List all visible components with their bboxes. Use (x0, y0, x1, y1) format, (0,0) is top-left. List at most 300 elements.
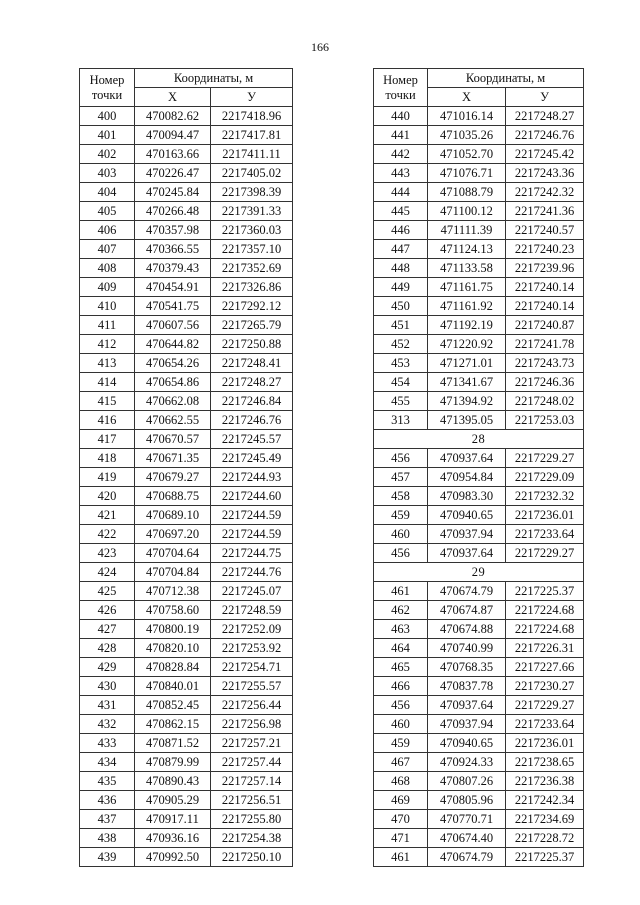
point-number-cell: 439 (80, 848, 135, 867)
table-row (374, 354, 584, 373)
point-number-cell: 420 (80, 487, 135, 506)
x-coordinate-cell: 470245.84 (135, 183, 211, 202)
x-coordinate-cell: 471271.01 (428, 354, 506, 373)
y-coordinate-cell: 2217226.31 (506, 639, 584, 658)
table-row (80, 753, 293, 772)
y-coordinate-cell: 2217244.93 (211, 468, 293, 487)
table-row (80, 848, 293, 867)
y-coordinate-cell: 2217248.41 (211, 354, 293, 373)
table-row (80, 715, 293, 734)
table-row (80, 734, 293, 753)
y-coordinate-cell: 2217254.71 (211, 658, 293, 677)
table-row (374, 487, 584, 506)
x-coordinate-cell: 471161.75 (428, 278, 506, 297)
point-number-cell: 417 (80, 430, 135, 449)
table-row (80, 506, 293, 525)
point-number-cell: 313 (374, 411, 428, 430)
x-coordinate-cell: 470704.64 (135, 544, 211, 563)
x-coordinate-cell: 470454.91 (135, 278, 211, 297)
y-coordinate-cell: 2217245.42 (506, 145, 584, 164)
point-number-cell: 430 (80, 677, 135, 696)
table-body-left (80, 107, 293, 867)
point-number-cell: 415 (80, 392, 135, 411)
table-row (374, 240, 584, 259)
y-coordinate-cell: 2217232.32 (506, 487, 584, 506)
table-row (374, 772, 584, 791)
table-row (374, 601, 584, 620)
x-coordinate-cell: 470541.75 (135, 297, 211, 316)
point-number-cell: 458 (374, 487, 428, 506)
y-coordinate-cell: 2217240.14 (506, 278, 584, 297)
table-row (374, 696, 584, 715)
y-coordinate-cell: 2217243.36 (506, 164, 584, 183)
table-row (374, 221, 584, 240)
y-coordinate-cell: 2217228.72 (506, 829, 584, 848)
y-header: У (506, 88, 584, 107)
point-number-cell: 406 (80, 221, 135, 240)
x-coordinate-cell: 470740.99 (428, 639, 506, 658)
y-coordinate-cell: 2217248.27 (211, 373, 293, 392)
point-number-cell: 414 (80, 373, 135, 392)
coordinates-table-left (79, 68, 293, 867)
y-coordinate-cell: 2217229.27 (506, 449, 584, 468)
point-number-cell: 412 (80, 335, 135, 354)
point-number-cell: 418 (80, 449, 135, 468)
table-row (374, 145, 584, 164)
y-coordinate-cell: 2217411.11 (211, 145, 293, 164)
x-coordinate-cell: 470674.79 (428, 848, 506, 867)
point-number-cell: 441 (374, 126, 428, 145)
table-row (374, 525, 584, 544)
x-coordinate-cell: 471052.70 (428, 145, 506, 164)
point-number-cell: 467 (374, 753, 428, 772)
y-coordinate-cell: 2217326.86 (211, 278, 293, 297)
x-coordinate-cell: 471100.12 (428, 202, 506, 221)
point-number-cell: 452 (374, 335, 428, 354)
point-number-cell: 438 (80, 829, 135, 848)
x-coordinate-cell: 470357.98 (135, 221, 211, 240)
table-row (80, 430, 293, 449)
x-coordinate-cell: 471394.92 (428, 392, 506, 411)
y-coordinate-cell: 2217292.12 (211, 297, 293, 316)
x-coordinate-cell: 470768.35 (428, 658, 506, 677)
table-row (374, 297, 584, 316)
y-coordinate-cell: 2217257.14 (211, 772, 293, 791)
point-number-cell: 442 (374, 145, 428, 164)
header-row (374, 69, 584, 88)
point-number-cell: 460 (374, 525, 428, 544)
point-number-cell: 461 (374, 848, 428, 867)
point-number-cell: 445 (374, 202, 428, 221)
point-number-cell: 451 (374, 316, 428, 335)
point-number-cell: 444 (374, 183, 428, 202)
table-row (80, 259, 293, 278)
table-row (80, 810, 293, 829)
point-number-cell: 435 (80, 772, 135, 791)
table-row (80, 487, 293, 506)
x-coordinate-cell: 470674.88 (428, 620, 506, 639)
x-coordinate-cell: 470936.16 (135, 829, 211, 848)
point-number-cell: 456 (374, 449, 428, 468)
table-row (80, 373, 293, 392)
table-row (374, 620, 584, 639)
table-row (374, 658, 584, 677)
x-coordinate-cell: 471161.92 (428, 297, 506, 316)
point-number-cell: 416 (80, 411, 135, 430)
table-row (80, 411, 293, 430)
table-row (374, 278, 584, 297)
table-row (374, 468, 584, 487)
point-number-cell: 461 (374, 582, 428, 601)
point-number-cell: 401 (80, 126, 135, 145)
y-coordinate-cell: 2217256.98 (211, 715, 293, 734)
point-number-cell: 425 (80, 582, 135, 601)
y-coordinate-cell: 2217250.88 (211, 335, 293, 354)
table-row (80, 354, 293, 373)
table-row (374, 183, 584, 202)
header-row (80, 69, 293, 88)
x-coordinate-cell: 470840.01 (135, 677, 211, 696)
point-number-cell: 405 (80, 202, 135, 221)
x-coordinate-cell: 471076.71 (428, 164, 506, 183)
table-row (80, 183, 293, 202)
point-number-cell: 447 (374, 240, 428, 259)
table-row (374, 677, 584, 696)
y-header: У (211, 88, 293, 107)
y-coordinate-cell: 2217250.10 (211, 848, 293, 867)
table-row (374, 107, 584, 126)
x-coordinate-cell: 470940.65 (428, 506, 506, 525)
y-coordinate-cell: 2217245.57 (211, 430, 293, 449)
point-number-cell: 410 (80, 297, 135, 316)
point-number-cell: 440 (374, 107, 428, 126)
table-row (80, 544, 293, 563)
y-coordinate-cell: 2217233.64 (506, 525, 584, 544)
y-coordinate-cell: 2217238.65 (506, 753, 584, 772)
table-row (374, 848, 584, 867)
table-row (80, 297, 293, 316)
y-coordinate-cell: 2217246.76 (506, 126, 584, 145)
table-row (80, 468, 293, 487)
point-number-cell: 448 (374, 259, 428, 278)
y-coordinate-cell: 2217224.68 (506, 620, 584, 639)
y-coordinate-cell: 2217239.96 (506, 259, 584, 278)
table-row (80, 335, 293, 354)
x-coordinate-cell: 470924.33 (428, 753, 506, 772)
y-coordinate-cell: 2217244.59 (211, 525, 293, 544)
point-number-header (374, 69, 428, 107)
point-number-cell: 404 (80, 183, 135, 202)
table-row (374, 753, 584, 772)
page-number: 166 (311, 40, 329, 54)
x-coordinate-cell: 470674.79 (428, 582, 506, 601)
table-row (374, 506, 584, 525)
point-number-header-line2: точки (385, 87, 416, 102)
y-coordinate-cell: 2217227.66 (506, 658, 584, 677)
point-number-cell: 459 (374, 734, 428, 753)
x-coordinate-cell: 471395.05 (428, 411, 506, 430)
table-row (80, 791, 293, 810)
point-number-cell: 456 (374, 544, 428, 563)
coordinates-table-right (373, 68, 584, 867)
point-number-cell: 434 (80, 753, 135, 772)
x-coordinate-cell: 470890.43 (135, 772, 211, 791)
table-row (80, 829, 293, 848)
x-coordinate-cell: 470670.57 (135, 430, 211, 449)
table-row (80, 240, 293, 259)
table-row (80, 221, 293, 240)
section-row (374, 563, 584, 582)
x-coordinate-cell: 470697.20 (135, 525, 211, 544)
point-number-cell: 400 (80, 107, 135, 126)
table-row (374, 202, 584, 221)
point-number-cell: 427 (80, 620, 135, 639)
y-coordinate-cell: 2217236.01 (506, 734, 584, 753)
y-coordinate-cell: 2217225.37 (506, 582, 584, 601)
point-number-cell: 429 (80, 658, 135, 677)
table-row (80, 696, 293, 715)
point-number-header-line2: точки (91, 87, 123, 102)
y-coordinate-cell: 2217357.10 (211, 240, 293, 259)
x-coordinate-cell: 470871.52 (135, 734, 211, 753)
table-row (374, 734, 584, 753)
table-row (80, 601, 293, 620)
table-row (80, 202, 293, 221)
y-coordinate-cell: 2217236.38 (506, 772, 584, 791)
section-number-cell: 29 (374, 563, 584, 582)
point-number-cell: 469 (374, 791, 428, 810)
point-number-header (80, 69, 135, 107)
x-coordinate-cell: 470807.26 (428, 772, 506, 791)
x-coordinate-cell: 470954.84 (428, 468, 506, 487)
x-coordinate-cell: 470654.26 (135, 354, 211, 373)
x-coordinate-cell: 470688.75 (135, 487, 211, 506)
point-number-cell: 443 (374, 164, 428, 183)
y-coordinate-cell: 2217245.49 (211, 449, 293, 468)
y-coordinate-cell: 2217256.51 (211, 791, 293, 810)
point-number-cell: 450 (374, 297, 428, 316)
point-number-cell: 456 (374, 696, 428, 715)
y-coordinate-cell: 2217236.01 (506, 506, 584, 525)
x-coordinate-cell: 470644.82 (135, 335, 211, 354)
point-number-cell: 428 (80, 639, 135, 658)
point-number-cell: 403 (80, 164, 135, 183)
y-coordinate-cell: 2217230.27 (506, 677, 584, 696)
point-number-cell: 413 (80, 354, 135, 373)
y-coordinate-cell: 2217244.76 (211, 563, 293, 582)
point-number-cell: 423 (80, 544, 135, 563)
table-row (374, 373, 584, 392)
table-row (374, 164, 584, 183)
point-number-cell: 432 (80, 715, 135, 734)
x-coordinate-cell: 470937.64 (428, 696, 506, 715)
table-row (80, 677, 293, 696)
x-coordinate-cell: 470805.96 (428, 791, 506, 810)
point-number-cell: 436 (80, 791, 135, 810)
point-number-cell: 454 (374, 373, 428, 392)
y-coordinate-cell: 2217265.79 (211, 316, 293, 335)
point-number-cell: 419 (80, 468, 135, 487)
x-coordinate-cell: 471016.14 (428, 107, 506, 126)
x-coordinate-cell: 470800.19 (135, 620, 211, 639)
table-row (374, 582, 584, 601)
x-coordinate-cell: 471133.58 (428, 259, 506, 278)
coordinates-header: Координаты, м (135, 69, 293, 88)
x-coordinate-cell: 470704.84 (135, 563, 211, 582)
point-number-cell: 408 (80, 259, 135, 278)
x-coordinate-cell: 470674.40 (428, 829, 506, 848)
x-coordinate-cell: 471220.92 (428, 335, 506, 354)
x-coordinate-cell: 470671.35 (135, 449, 211, 468)
point-number-cell: 460 (374, 715, 428, 734)
y-coordinate-cell: 2217229.09 (506, 468, 584, 487)
y-coordinate-cell: 2217246.84 (211, 392, 293, 411)
section-row (374, 430, 584, 449)
x-coordinate-cell: 470837.78 (428, 677, 506, 696)
point-number-cell: 431 (80, 696, 135, 715)
x-coordinate-cell: 470654.86 (135, 373, 211, 392)
x-coordinate-cell: 470712.38 (135, 582, 211, 601)
y-coordinate-cell: 2217241.78 (506, 335, 584, 354)
x-coordinate-cell: 470758.60 (135, 601, 211, 620)
y-coordinate-cell: 2217240.87 (506, 316, 584, 335)
y-coordinate-cell: 2217246.76 (211, 411, 293, 430)
x-coordinate-cell: 470828.84 (135, 658, 211, 677)
x-coordinate-cell: 470937.94 (428, 525, 506, 544)
x-coordinate-cell: 470226.47 (135, 164, 211, 183)
y-coordinate-cell: 2217257.21 (211, 734, 293, 753)
y-coordinate-cell: 2217240.57 (506, 221, 584, 240)
x-coordinate-cell: 471035.26 (428, 126, 506, 145)
y-coordinate-cell: 2217252.09 (211, 620, 293, 639)
table-row (80, 316, 293, 335)
y-coordinate-cell: 2217234.69 (506, 810, 584, 829)
x-coordinate-cell: 470607.56 (135, 316, 211, 335)
y-coordinate-cell: 2217248.27 (506, 107, 584, 126)
x-coordinate-cell: 470940.65 (428, 734, 506, 753)
x-coordinate-cell: 470992.50 (135, 848, 211, 867)
y-coordinate-cell: 2217224.68 (506, 601, 584, 620)
y-coordinate-cell: 2217225.37 (506, 848, 584, 867)
x-coordinate-cell: 470163.66 (135, 145, 211, 164)
y-coordinate-cell: 2217405.02 (211, 164, 293, 183)
table-row (374, 316, 584, 335)
y-coordinate-cell: 2217242.32 (506, 183, 584, 202)
table-row (80, 658, 293, 677)
coordinates-header: Координаты, м (428, 69, 584, 88)
table-row (80, 107, 293, 126)
point-number-cell: 426 (80, 601, 135, 620)
x-coordinate-cell: 470862.15 (135, 715, 211, 734)
point-number-cell: 422 (80, 525, 135, 544)
y-coordinate-cell: 2217229.27 (506, 544, 584, 563)
table-row (374, 715, 584, 734)
x-coordinate-cell: 470905.29 (135, 791, 211, 810)
point-number-cell: 437 (80, 810, 135, 829)
x-coordinate-cell: 470770.71 (428, 810, 506, 829)
table-row (374, 335, 584, 354)
y-coordinate-cell: 2217256.44 (211, 696, 293, 715)
y-coordinate-cell: 2217245.07 (211, 582, 293, 601)
table-row (80, 582, 293, 601)
point-number-header-line1: Номер (383, 72, 418, 87)
point-number-cell: 453 (374, 354, 428, 373)
table-row (374, 411, 584, 430)
x-coordinate-cell: 470266.48 (135, 202, 211, 221)
table-row (374, 829, 584, 848)
x-coordinate-cell: 470094.47 (135, 126, 211, 145)
x-coordinate-cell: 470679.27 (135, 468, 211, 487)
y-coordinate-cell: 2217391.33 (211, 202, 293, 221)
table-row (80, 278, 293, 297)
point-number-cell: 463 (374, 620, 428, 639)
x-coordinate-cell: 470689.10 (135, 506, 211, 525)
y-coordinate-cell: 2217254.38 (211, 829, 293, 848)
point-number-cell: 407 (80, 240, 135, 259)
table-row (374, 639, 584, 658)
y-coordinate-cell: 2217352.69 (211, 259, 293, 278)
x-coordinate-cell: 471088.79 (428, 183, 506, 202)
point-number-cell: 409 (80, 278, 135, 297)
point-number-cell: 470 (374, 810, 428, 829)
x-coordinate-cell: 471341.67 (428, 373, 506, 392)
table-row (80, 126, 293, 145)
x-coordinate-cell: 470366.55 (135, 240, 211, 259)
x-header: X (428, 88, 506, 107)
table-row (80, 164, 293, 183)
x-coordinate-cell: 470082.62 (135, 107, 211, 126)
y-coordinate-cell: 2217248.02 (506, 392, 584, 411)
x-coordinate-cell: 471192.19 (428, 316, 506, 335)
point-number-cell: 424 (80, 563, 135, 582)
y-coordinate-cell: 2217229.27 (506, 696, 584, 715)
y-coordinate-cell: 2217244.75 (211, 544, 293, 563)
point-number-cell: 459 (374, 506, 428, 525)
point-number-cell: 471 (374, 829, 428, 848)
point-number-cell: 449 (374, 278, 428, 297)
y-coordinate-cell: 2217244.59 (211, 506, 293, 525)
point-number-cell: 433 (80, 734, 135, 753)
table-row (80, 620, 293, 639)
x-coordinate-cell: 470820.10 (135, 639, 211, 658)
point-number-cell: 455 (374, 392, 428, 411)
point-number-cell: 446 (374, 221, 428, 240)
table-row (80, 145, 293, 164)
point-number-cell: 464 (374, 639, 428, 658)
x-coordinate-cell: 470674.87 (428, 601, 506, 620)
point-number-cell: 462 (374, 601, 428, 620)
y-coordinate-cell: 2217255.57 (211, 677, 293, 696)
y-coordinate-cell: 2217242.34 (506, 791, 584, 810)
x-coordinate-cell: 471124.13 (428, 240, 506, 259)
point-number-cell: 468 (374, 772, 428, 791)
y-coordinate-cell: 2217246.36 (506, 373, 584, 392)
y-coordinate-cell: 2217244.60 (211, 487, 293, 506)
point-number-cell: 465 (374, 658, 428, 677)
table-row (374, 259, 584, 278)
x-coordinate-cell: 470662.55 (135, 411, 211, 430)
y-coordinate-cell: 2217233.64 (506, 715, 584, 734)
y-coordinate-cell: 2217255.80 (211, 810, 293, 829)
y-coordinate-cell: 2217240.23 (506, 240, 584, 259)
x-coordinate-cell: 470379.43 (135, 259, 211, 278)
table-row (374, 126, 584, 145)
x-coordinate-cell: 470852.45 (135, 696, 211, 715)
table-row (80, 639, 293, 658)
y-coordinate-cell: 2217253.03 (506, 411, 584, 430)
y-coordinate-cell: 2217398.39 (211, 183, 293, 202)
y-coordinate-cell: 2217240.14 (506, 297, 584, 316)
